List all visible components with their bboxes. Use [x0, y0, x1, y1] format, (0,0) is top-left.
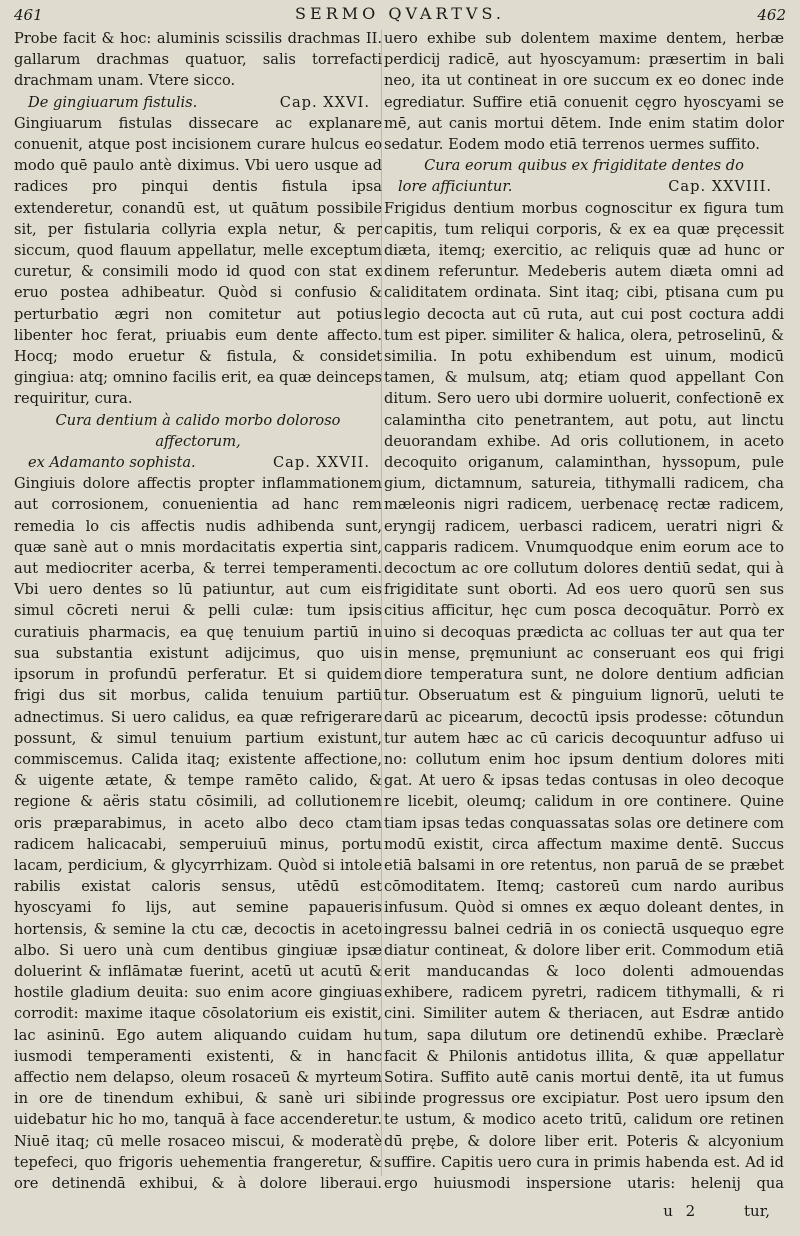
chapter-heading-26 — [14, 92, 382, 113]
chapter-title: Cura dentium à calido morbo doloroso affectorum, — [55, 411, 341, 450]
folio-left: 461 — [14, 6, 43, 24]
chapter-28-text: Frigidus dentium morbus cognoscitur ex figura tum capitis, tum reliqui corporis, & ex ea quæ pręcessit diæta, itemq; exercitio, ac reliquis quæ ad hunc or dinem referuntur. Medeberis autem diæta omni ad caliditatem ordinata. Sint itaq; cibi, ptisana cum pu legio decocta aut cū ruta, aut cui post coctura addi tum est piper. similiter & halica, olera, petroselinū, & similia. In potu exhibendum est uinum, modicū tamen, & mulsum, atq; etiam quod appellant Con ditum. Sero uero ubi dormire uoluerit, confectionē ex calamintha cito penetrantem, aut potu, aut linctu deuorandam exhibe. Ad oris collutionem, in aceto decoquito origanum, calaminthan, hyssopum, pule gium, dictamnum, satureia, tithymalli radicem, cha mæleonis nigri radicem, uerbenacę rectæ radicem, eryngij radicem, uerbasci radicem, ueratri nigri & capparis radicem. Vnumquodque enim eorum ace to decoctum ac ore collutum dolores dentiū sedat, qui à frigiditate sunt oborti. Ad eos uero quorū sen sus citius afficitur, hęc cum posca decoquātur. Porrò ex uino si decoquas prædicta ac colluas ter aut qua ter in mense, pręmuniunt ac conseruant eos qui frigi diore temperatura sunt, ne dolore dentium adfician tur. Obseruatum est & pinguium lignorū, ueluti te darū ac picearum, decoctū ipsis prodesse: cōtundun tur autem hæc ac cū caricis decoquuntur adfuso ui no: collutum enim hoc ipsum dentium dolores miti gat. At uero & ipsas tedas contusas in oleo decoque re licebit, oleumq; calidum in ore continere. Quine tiam ipsas tedas conquassatas solas ore detinere com modū existit, circa affectum maxime dentē. Succus etiā balsami in ore retentus, non paruā de se præbet cōmoditatem. Itemq; castoreū cum nardo auribus infusum. Quòd si omnes ex æquo doleant dentes, in ingressu balnei cedriā in os coniectā usquequo egre diatur contineat, & dolore liber erit. Commodum etiā erit manducandas & loco dolenti admouendas exhibere, radicem pyretri, radicem tithymalli, & ri cini. Similiter autem & theriacen, aut Esdræ antido tum, sapa dilutum ore detinendū exhibe. Præclarè facit & Philonis antidotus illita, & quæ appellatur Sotira. Suffito autē canis mortui dentē, ita ut fumus inde progressus ore excipiatur. Post uero ipsum den te ustum, & modico aceto tritū, calidum ore retinen dū prębe, & dolore liber erit. Poteris & alcyonium suffire. Capitis uero cura in primis habenda est. Ad id ergo huiusmodi inspersione utaris: helenij qua — [384, 199, 784, 1192]
page-footer — [663, 1202, 770, 1220]
chapter-heading-28 — [384, 155, 784, 197]
running-title: SERMO QVARTVS. — [295, 4, 505, 23]
right-column — [384, 28, 784, 1196]
chapter-subtitle: ex Adamanto sophista. — [28, 454, 196, 472]
chapter-title: Cura eorum quibus ex frigiditate dentes do — [424, 157, 744, 175]
chapter-number: Cap. XXVIII. — [668, 178, 772, 196]
chapter-heading-27 — [14, 410, 382, 474]
chapter-27-text: Gingiuis dolore affectis propter inflammationem aut corrosionem, conuenientia ad hanc rem remedia lo cis affectis nudis adhibenda sunt, quæ sanè aut o mnis mordacitatis expertia sint, aut mediocriter acerba, & terrei temperamenti. Vbi uero dentes so lū patiuntur, aut cum eis simul cōcreti nerui & pelli culæ: tum ipsis curatiuis pharmacis, ea quę tenuium partiū in sua substantia existunt adijcimus, quo uis ipsorum in profundū perferatur. Et si quidem frigi dus sit morbus, calida tenuium partiū adnectimus. Si uero calidus, ea quæ refrigerare possunt, & simul tenuium partium existunt, commiscemus. Calida itaq; existente affectione, & uigente ætate, & tempe ramēto calido, & regione & aëris statu cōsimili, ad collutionem oris præparabimus, in aceto albo deco ctam radicem halicacabi, semperuiuū minus, portu lacam, perdicium, & glycyrrhizam. Quòd si intole rabilis existat caloris sensus, utēdū est hyoscyami fo lijs, aut semine papaueris hortensis, & semine la ctu cæ, decoctis in aceto albo. Si uero unà cum dentibus gingiuæ ipsæ doluerint & inflāmatæ fuerint, acetū ut acutū & hostile gladium deuita: suo enim acore gingiuas corrodit: maxime itaque cōsolatorium eis existit, lac asininū. Ego autem aliquando cuidam hu iusmodi temperamenti existenti, & in hanc affectio nem delapso, oleum rosaceū & myrteum in ore de tinendum exhibui, & sanè uri sibi uidebatur hic ho mo, tanquā à face accenderetur. Niuē itaq; cū melle rosaceo miscui, & moderatè tepefeci, quo frigoris uehementia frangeretur, & ore detinendā exhibui, & à dolore liberaui. — [14, 475, 382, 1192]
chapter-title: De gingiuarum fistulis. — [28, 93, 198, 111]
signature-mark: u 2 — [663, 1202, 700, 1220]
chapter-number: Cap. XXVI. — [279, 93, 370, 111]
continued-text: uero exhibe sub dolentem maxime dentem, herbæ perdicij radicē, aut hyoscyamum: præsertim in bali neo, ita ut contineat in ore succum ex eo donec inde egrediatur. Suffire etiā conuenit cęgro hyoscyami se mē, aut canis mortui dētem. Inde enim statim dolor sedatur. Eodem modo etiā terrenos uermes suffito. — [384, 30, 784, 154]
page-header — [0, 4, 800, 26]
chapter-number: Cap. XXVII. — [273, 454, 370, 472]
catchword: tur, — [744, 1202, 770, 1220]
intro-paragraph: Probe facit & hoc: aluminis scissilis drachmas II. gallarum drachmas quatuor, salis torrefacti drachmam unam. Vtere sicco. — [14, 30, 382, 90]
chapter-subtitle: lore afficiuntur. — [398, 178, 513, 196]
folio-right: 462 — [757, 6, 786, 24]
chapter-26-text: Gingiuarum fistulas dissecare ac explanare conuenit, atque post incisionem curare hulcus eo modo quē paulo antè diximus. Vbi uero usque ad radices pro pinqui dentis fistula ipsa extenderetur, conandū est, ut quātum possibile sit, per fistularia collyria expla netur, & per siccum, quod flauum appellatur, melle exceptum curetur, & consimili modo id quod con stat ex eruo postea adhibeatur. Quòd si confusio & perturbatio ægri non comitetur aut potius libenter hoc ferat, priuabis eum dente affecto. Hocq; modo eruetur & fistula, & considet gingiua: atq; omnino facilis erit, ea quæ deinceps requiritur, cura. — [14, 114, 382, 408]
left-column — [14, 28, 382, 1196]
